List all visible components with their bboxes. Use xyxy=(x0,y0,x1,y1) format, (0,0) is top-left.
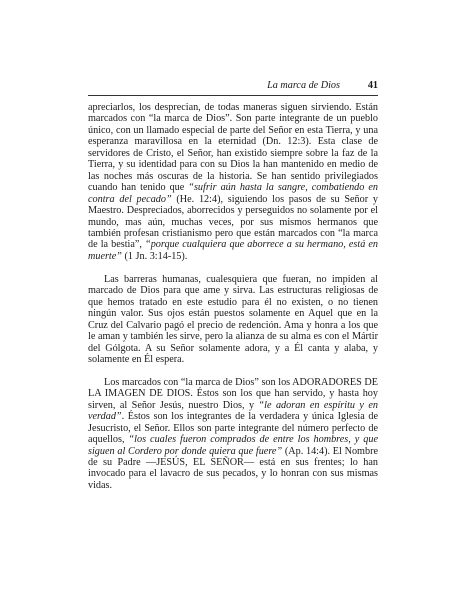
italic-quote: “le adoran en espíritu y en verdad” xyxy=(88,399,378,423)
italic-quote: “porque cualquiera que aborrece a su hermano, está en muerte” xyxy=(88,239,378,262)
body-text xyxy=(88,102,378,491)
text-run: (1 Jn. 3:14-15). xyxy=(121,250,188,262)
text-run: Los marcados con “la marca de Dios” son los ADORADORES DE LA IMAGEN DE DIOS. Éstos son los que han servido, y hasta hoy sirven, al Señor Jesús, nuestro Dios, y xyxy=(88,376,378,411)
text-run: . Éstos son los integrantes de la verdadera y única Iglesia de Jesucristo, el Señor. Ellos son parte integrante del número perfecto de aquellos, xyxy=(88,411,378,446)
text-run: Las barreras humanas, cualesquiera que fueran, no impiden al marcado de Dios para que ame y sirva. Las estructuras religiosas de que hemos tratado en este estudio para él no existen, o no tienen ningún valor. Sus ojos están puestos solamente en Aquel que en la Cruz del Calvario pagó el precio de redención. Ama y honra a los que le aman y también les sirve, pero la alianza de su alma es con el Mártir del Gólgota. A su Señor solamente adora, y a Él canta y alaba, y solamente en Él espera. xyxy=(88,273,378,365)
paragraph xyxy=(88,377,378,492)
header-rule xyxy=(88,95,378,96)
text-run: (He. 12:4), siguiendo los pasos de su Señor y Maestro. Despreciados, aborrecidos y perseguidos no solamente por el mundo, mas aún, muchas veces, por sus mismos hermanos que también profesan cristianismo pero que están marcados con “la marca de la bestia”, xyxy=(88,193,378,251)
page-number: 41 xyxy=(367,80,378,91)
italic-quote: “los cuales fueron comprados de entre los hombres, y que siguen al Cordero por donde quiera que fuere” xyxy=(88,434,379,457)
italic-quote: “sufrir aún hasta la sangre, combatiendo en contra del pecado” xyxy=(88,182,378,205)
text-run: (Ap. 14:4). El Nombre de su Padre —JESÚS, EL SEÑOR— está en sus frentes; lo han invocado para el lavacro de sus pecados, y lo honran con sus mismas vidas. xyxy=(88,445,378,491)
paragraph xyxy=(88,274,378,366)
running-head xyxy=(88,79,378,93)
text-run: apreciarlos, los desprecian, de todas maneras siguen sirviendo. Están marcados con “la marca de Dios”. Son parte integrante de un pueblo único, con un llamado especial de parte del Señor en esta Tierra, y una esperanza maravillosa en la eternidad (Dn. 12:3). Esta clase de servidores de Cristo, el Señor, han existido siempre sobre la faz de la Tierra, y su identidad para con su Dios la han mantenido en medio de las noches más oscuras de la historia. Se han sentido privilegiados cuando han tenido que xyxy=(88,102,378,194)
paragraph xyxy=(88,102,378,262)
running-title: La marca de Dios xyxy=(267,80,340,91)
